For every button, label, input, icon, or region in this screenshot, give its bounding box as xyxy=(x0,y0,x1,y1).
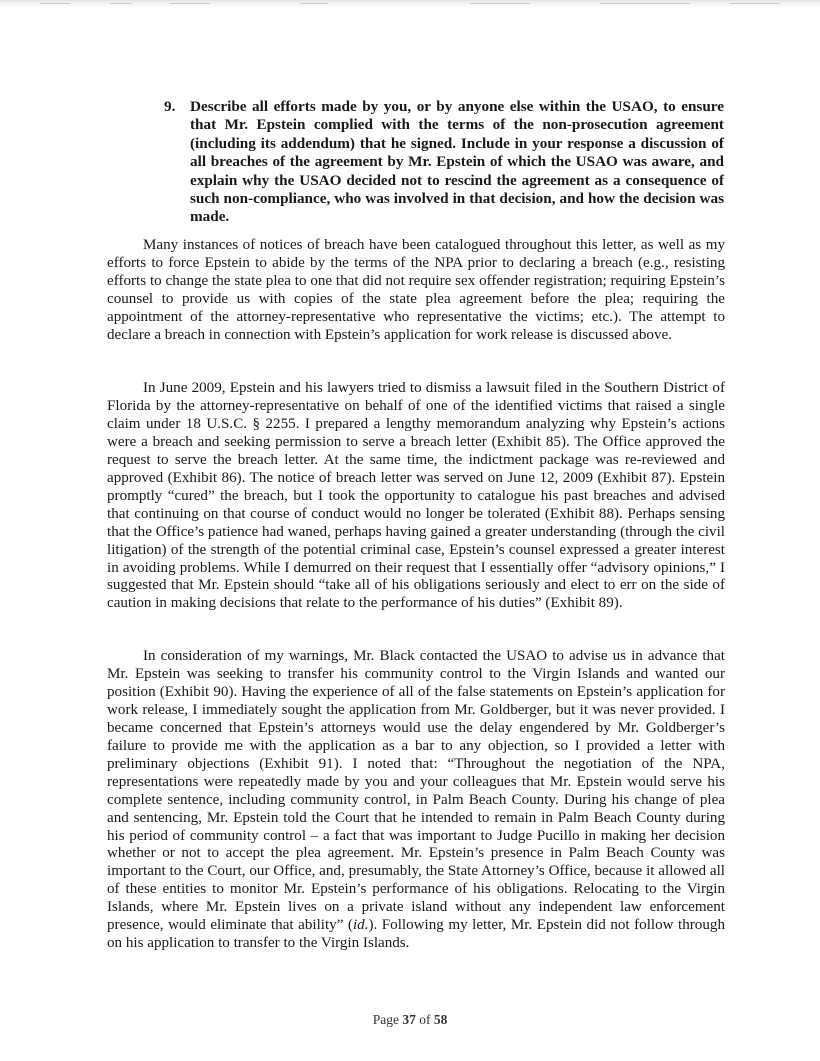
page-footer xyxy=(0,1012,820,1028)
current-page-number: 37 xyxy=(402,1012,416,1027)
body-paragraph: Many instances of notices of breach have been catalogued throughout this letter, as well as my efforts to force Epstein to abide by the terms of the NPA prior to declaring a breach (e.g., resisting efforts to change the state plea to one that did not require sex offender registration; requiring Epstein’s counsel to provide us with copies of the state plea agreement before the plea; requiring the appointment of the attorney-representative who representative the victims; etc.). The attempt to declare a breach in connection with Epstein’s application for work release is discussed above. xyxy=(107,237,725,343)
paragraph-text: In consideration of my warnings, Mr. Black contacted the USAO to advise us in advance that Mr. Epstein was seeking to transfer his community control to the Virgin Islands and wanted our position (Exhibit 90). Having the experience of all of the false statements on Epstein’s application for work release, I immediately sought the application from Mr. Goldberger, but it was never provided. I became concerned that Epstein’s attorneys would use the delay engendered by Mr. Goldberger’s failure to provide me with the application as a bar to any objection, so I provided a letter with preliminary objections (Exhibit 91). I noted that: “Throughout the negotiation of the NPA, representations were repeatedly made by you and your colleagues that Mr. Epstein would serve his complete sentence, including community control, in Palm Beach County. During his change of plea and sentencing, Mr. Epstein told the Court that he intended to remain in Palm Beach County during his period of community control – a fact that was important to Judge Pucillo in making her decision whether or not to accept the plea agreement. Mr. Epstein’s presence in Palm Beach County was important to the Court, our Office, and, presumably, the State Attorney’s Office, because it allowed all of these entities to monitor Mr. Epstein’s performance of his obligations. Relocating to the Virgin Islands, where Mr. Epstein lives on a private island without any independent law enforcement presence, would eliminate that ability” ( xyxy=(107,648,725,934)
question-item xyxy=(164,98,724,227)
scan-artifact xyxy=(40,3,70,4)
scan-artifact xyxy=(110,3,132,4)
question-text: Describe all efforts made by you, or by anyone else within the USAO, to ensure that Mr. Epstein complied with the terms of the non-prosecution agreement (including its addendum) that he signed. Include in your response a discussion of all breaches of the agreement by Mr. Epstein of which the USAO was aware, and explain why the USAO decided not to rescind the agreement as a consequence of such non-compliance, who was involved in that decision, and how the decision was made. xyxy=(190,98,724,226)
footer-separator: of xyxy=(419,1012,431,1027)
scan-artifact xyxy=(300,3,328,4)
scan-artifact xyxy=(470,3,530,4)
scan-artifact xyxy=(170,3,210,4)
citation-italic: id. xyxy=(352,917,369,934)
scan-artifact xyxy=(600,3,690,4)
body-paragraph xyxy=(107,648,725,953)
question-number: 9. xyxy=(164,98,176,115)
scan-artifact xyxy=(730,3,780,4)
total-page-count: 58 xyxy=(433,1012,448,1027)
scan-top-edge xyxy=(0,0,820,8)
paragraph-text: ). Following my letter, Mr. Epstein did not follow through on his application to transfer to the Virgin Islands. xyxy=(107,917,725,952)
body-paragraph: In June 2009, Epstein and his lawyers tried to dismiss a lawsuit filed in the Southern District of Florida by the attorney-representative on behalf of one of the identified victims that raised a single claim under 18 U.S.C. § 2255. I prepared a lengthy memorandum analyzing why Epstein’s actions were a breach and seeking permission to serve a breach letter (Exhibit 85). The Office approved the request to serve the breach letter. At the same time, the indictment package was re-reviewed and approved (Exhibit 86). The notice of breach letter was served on June 12, 2009 (Exhibit 87). Epstein promptly “cured” the breach, but I took the opportunity to catalogue his past breaches and advised that continuing on that course of conduct would no longer be tolerated (Exhibit 88). Perhaps sensing that the Office’s patience had waned, perhaps having gained a greater understanding (through the civil litigation) of the strength of the potential criminal case, Epstein’s counsel expressed a greater interest in avoiding problems. While I demurred on their request that I essentially offer “advisory opinions,” I suggested that Mr. Epstein should “take all of his obligations seriously and elect to err on the side of caution in making decisions that relate to the performance of his duties” (Exhibit 89). xyxy=(107,380,725,612)
footer-prefix: Page xyxy=(372,1012,399,1027)
